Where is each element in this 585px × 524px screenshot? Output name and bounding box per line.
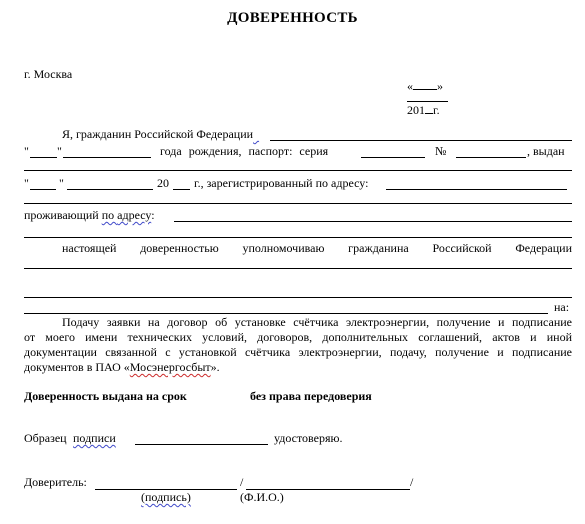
signature-sample-prefix: Образец xyxy=(24,431,67,445)
no-subdelegation-note: без права передоверия xyxy=(250,389,372,403)
signature-word: подписи xyxy=(73,431,116,445)
authority-paragraph-line-3: документации связанной с установкой счётчика электроэнергии, подачу, получение и подписание xyxy=(24,345,572,359)
signature-caption xyxy=(141,491,191,503)
birth-passport-label: года рождения, паспорт: серия xyxy=(160,144,329,158)
issue-month-blank[interactable] xyxy=(67,189,153,190)
birth-month-blank[interactable] xyxy=(63,157,151,158)
representative-details-line[interactable] xyxy=(24,297,572,298)
authorization-statement xyxy=(62,242,572,254)
citizen-name-line[interactable] xyxy=(270,140,572,141)
auth-word: доверенностью xyxy=(140,241,219,255)
date-suffix: г. xyxy=(433,103,440,117)
city-label: г. Москва xyxy=(24,67,73,81)
certify-label: удостоверяю. xyxy=(274,431,343,445)
auth-word: настоящей xyxy=(62,241,117,255)
residence-colon: : xyxy=(151,208,155,222)
authority-paragraph-line-2: от моего имени технических условий, договоров, дополнительных соглашений, актов и иной xyxy=(24,330,572,344)
date-year: 201 xyxy=(407,103,425,117)
company-name: Мосэнергосбыт xyxy=(129,360,211,374)
residence-address-blank[interactable] xyxy=(174,221,572,222)
date-close-quote: » xyxy=(437,79,443,93)
issued-by-line[interactable] xyxy=(24,170,572,171)
passport-number-blank[interactable] xyxy=(456,157,526,158)
year-blank[interactable] xyxy=(425,113,433,114)
signature-sample-blank[interactable] xyxy=(135,444,268,445)
authority-paragraph-line-1: Подачу заявки на договор об установке счётчика электроэнергии, получение и подписание xyxy=(62,315,572,329)
auth-word: Федерации xyxy=(515,241,572,255)
residence-label xyxy=(24,209,155,221)
issue-year-blank[interactable] xyxy=(173,189,190,190)
authority-paragraph-line-4 xyxy=(24,361,572,373)
registration-label: г., зарегистрированный по адресу: xyxy=(194,176,369,190)
signature-caption-text: (подпись) xyxy=(141,490,191,504)
birth-day-blank[interactable] xyxy=(30,157,57,158)
auth-word: уполномочиваю xyxy=(242,241,325,255)
term-label: Доверенность выдана на срок xyxy=(24,389,187,403)
birth-day-close: " xyxy=(57,144,62,158)
principal-label: Доверитель: xyxy=(24,475,87,489)
slash-separator: / xyxy=(410,475,414,489)
issue-day-close: " xyxy=(59,176,64,190)
registration-address-blank[interactable] xyxy=(386,189,567,190)
day-blank[interactable] xyxy=(413,89,437,90)
residence-word-1: проживающий xyxy=(24,208,102,222)
date-open-quote: « xyxy=(407,79,413,93)
issue-year-prefix: 20 xyxy=(157,176,169,190)
representative-extra-line[interactable] xyxy=(24,313,548,314)
signature-sample-word xyxy=(73,432,116,444)
issue-day-open: " xyxy=(24,176,29,190)
citizen-statement-text: Я, гражданин Российской Федерации xyxy=(62,127,254,141)
auth-word: гражданина xyxy=(348,241,409,255)
number-sign: № xyxy=(435,144,447,158)
para-prefix: документов в ПАО « xyxy=(24,360,130,374)
para-suffix: ». xyxy=(210,360,220,374)
residence-word-3: адресу xyxy=(117,208,152,222)
spell-mark xyxy=(253,127,259,141)
date-field[interactable] xyxy=(401,68,448,116)
slash-separator: / xyxy=(240,475,244,489)
issue-day-blank[interactable] xyxy=(30,189,56,190)
residence-address-line[interactable] xyxy=(24,237,572,238)
citizen-statement xyxy=(62,128,259,140)
birth-day-open: " xyxy=(24,144,29,158)
document-title: ДОВЕРЕННОСТЬ xyxy=(227,10,358,26)
issued-label: , выдан xyxy=(527,144,565,158)
name-caption: (Ф.И.О.) xyxy=(240,490,284,504)
registration-address-line[interactable] xyxy=(24,203,572,204)
representative-name-line[interactable] xyxy=(24,268,572,269)
for-label: на: xyxy=(554,300,570,314)
month-blank[interactable] xyxy=(407,101,448,102)
auth-word: Российской xyxy=(432,241,492,255)
passport-series-blank[interactable] xyxy=(361,157,425,158)
residence-word-2: по xyxy=(101,208,118,222)
